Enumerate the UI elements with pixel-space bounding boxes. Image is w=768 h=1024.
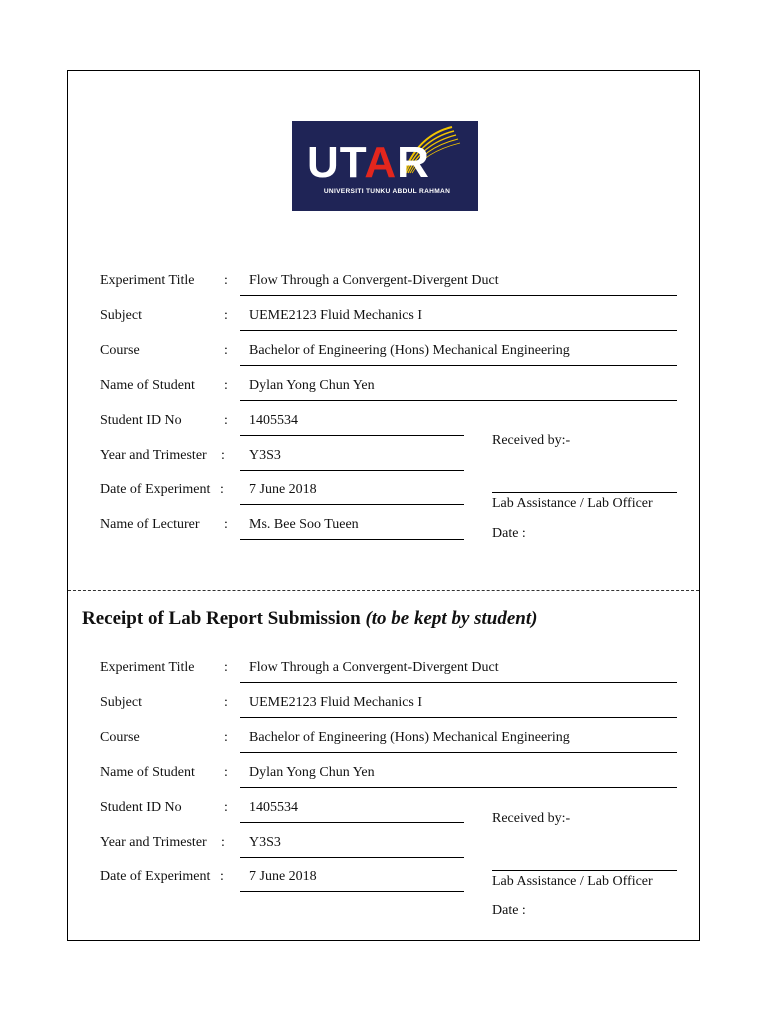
receipt-signature-line [492, 870, 677, 871]
student-id-no-colon: : [224, 412, 228, 428]
name-of-student-colon: : [224, 377, 228, 393]
subject-label: Subject [100, 307, 142, 323]
receipt-course-label: Course [100, 729, 140, 745]
receipt-received-by-label: Received by:- [492, 811, 571, 826]
receipt-year-and-trimester-colon: : [221, 834, 225, 850]
logo-word-a: A [364, 138, 398, 187]
subject-underline [240, 330, 677, 331]
subject-value: UEME2123 Fluid Mechanics I [249, 307, 423, 323]
date-of-experiment-colon: : [220, 482, 224, 498]
received-by-label: Received by:- [492, 433, 571, 448]
course-colon: : [224, 342, 228, 358]
year-and-trimester-underline [240, 470, 464, 471]
experiment-title-colon: : [224, 273, 228, 288]
date-of-experiment-label: Date of Experiment [100, 482, 211, 498]
signature-line [492, 492, 677, 493]
course-label: Course [100, 342, 140, 358]
receipt-experiment-title-colon: : [224, 660, 228, 675]
receipt-date-of-experiment-colon: : [220, 869, 224, 885]
name-of-student-label: Name of Student [100, 377, 195, 393]
name-of-student-underline [240, 400, 677, 401]
receipt-subject-label: Subject [100, 694, 142, 710]
receipt-subject-value: UEME2123 Fluid Mechanics I [249, 694, 423, 710]
receipt-title-note: (to be kept by student) [365, 608, 538, 629]
receipt-student-id-no-colon: : [224, 799, 228, 815]
logo-word-r: R [397, 138, 430, 187]
receipt-student-id-no-underline [240, 822, 464, 823]
experiment-title-underline [240, 295, 677, 296]
receipt-name-of-student-value: Dylan Yong Chun Yen [249, 764, 375, 780]
year-and-trimester-label: Year and Trimester [100, 447, 207, 463]
subject-colon: : [224, 307, 228, 323]
name-of-lecturer-colon: : [224, 517, 228, 533]
receipt-experiment-title-label: Experiment Title [100, 660, 195, 675]
receipt-name-of-student-colon: : [224, 764, 228, 780]
receipt-year-and-trimester-value: Y3S3 [249, 834, 281, 850]
date-of-experiment-value: 7 June 2018 [249, 482, 317, 498]
receipt-title [82, 607, 537, 631]
cut-divider [68, 590, 699, 591]
year-and-trimester-colon: : [221, 447, 225, 463]
year-and-trimester-value: Y3S3 [249, 447, 281, 463]
receipt-name-of-student-label: Name of Student [100, 764, 195, 780]
receipt-student-id-no-label: Student ID No [100, 799, 182, 815]
receipt-course-underline [240, 752, 677, 753]
date-of-experiment-underline [240, 504, 464, 505]
receipt-name-of-student-underline [240, 787, 677, 788]
utar-logo [292, 121, 478, 211]
course-value: Bachelor of Engineering (Hons) Mechanical Engineering [249, 342, 570, 358]
receipt-year-and-trimester-underline [240, 857, 464, 858]
receipt-experiment-title-underline [240, 682, 677, 683]
name-of-lecturer-underline [240, 539, 464, 540]
student-id-no-underline [240, 435, 464, 436]
experiment-title-label: Experiment Title [100, 273, 195, 288]
student-id-no-label: Student ID No [100, 412, 182, 428]
receipt-date-of-experiment-underline [240, 891, 464, 892]
officer-label: Lab Assistance / Lab Officer [492, 496, 653, 511]
logo-subtitle: UNIVERSITI TUNKU ABDUL RAHMAN [323, 188, 451, 195]
receipt-experiment-title-value: Flow Through a Convergent-Divergent Duct [249, 660, 499, 675]
experiment-title-value: Flow Through a Convergent-Divergent Duct [249, 273, 499, 288]
name-of-lecturer-label: Name of Lecturer [100, 517, 200, 533]
date-label: Date : [492, 526, 526, 541]
name-of-student-value: Dylan Yong Chun Yen [249, 377, 375, 393]
receipt-subject-underline [240, 717, 677, 718]
receipt-course-value: Bachelor of Engineering (Hons) Mechanical Engineering [249, 729, 570, 745]
logo-word-ut: UT [307, 138, 365, 187]
receipt-course-colon: : [224, 729, 228, 745]
student-id-no-value: 1405534 [249, 412, 298, 428]
course-underline [240, 365, 677, 366]
receipt-title-main: Receipt of Lab Report Submission [82, 608, 361, 629]
receipt-date-of-experiment-value: 7 June 2018 [249, 869, 317, 885]
name-of-lecturer-value: Ms. Bee Soo Tueen [249, 517, 359, 533]
receipt-subject-colon: : [224, 694, 228, 710]
receipt-date-label: Date : [492, 903, 526, 918]
receipt-student-id-no-value: 1405534 [249, 799, 298, 815]
receipt-date-of-experiment-label: Date of Experiment [100, 869, 211, 885]
receipt-officer-label: Lab Assistance / Lab Officer [492, 874, 653, 889]
receipt-year-and-trimester-label: Year and Trimester [100, 834, 207, 850]
logo-wordmark [307, 138, 430, 187]
